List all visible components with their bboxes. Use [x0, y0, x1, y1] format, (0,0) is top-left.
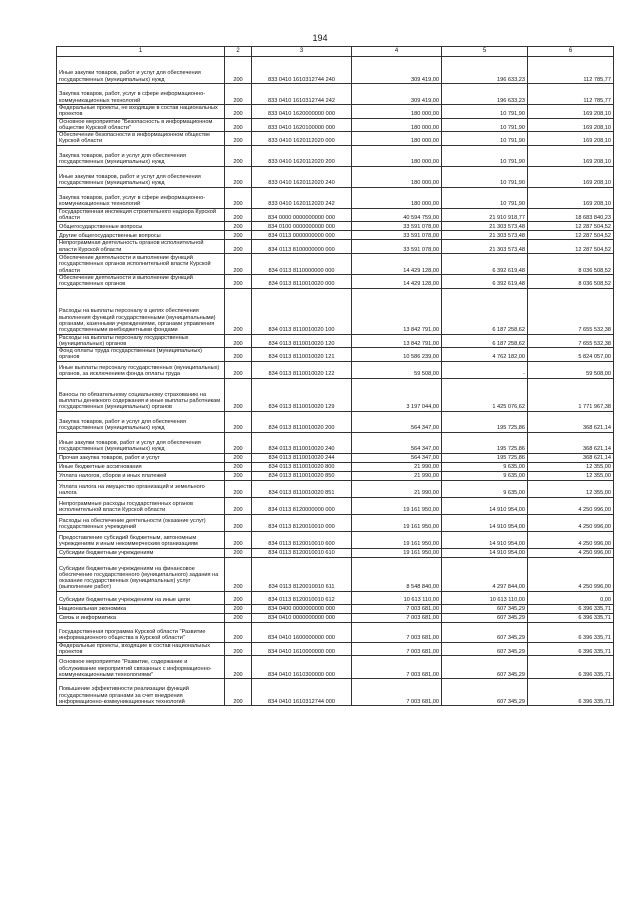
row-name-cell: Закупка товаров, работ, услуг в сфере информационно-коммуникационных технологий: [57, 84, 225, 105]
row-rest-cell: 12 355,00: [528, 471, 614, 480]
row-rest-cell: 112 785,77: [528, 57, 614, 84]
row-plan-cell: 19 161 950,00: [352, 497, 442, 514]
row-name-cell: Закупка товаров, работ и услуг для обеспечения государственных (муниципальных) нужд: [57, 411, 225, 432]
row-admin-cell: 200: [225, 166, 252, 187]
row-code-cell: 834 0410 1610000000 000: [252, 642, 352, 656]
row-code-cell: 833 0410 1620112020 000: [252, 132, 352, 146]
row-fact-cell: 14 910 954,00: [442, 514, 528, 531]
row-name-cell: Иные выплаты персоналу государственных (муниципальных) органов, за исключением фонда оплаты труда: [57, 361, 225, 378]
row-rest-cell: 6 396 335,71: [528, 656, 614, 679]
row-name-cell: Общегосударственные вопросы: [57, 222, 225, 231]
row-rest-cell: 59 508,00: [528, 361, 614, 378]
row-plan-cell: 19 161 950,00: [352, 514, 442, 531]
table-row: [57, 514, 614, 531]
row-fact-cell: 21 303 573,48: [442, 240, 528, 254]
row-rest-cell: 6 396 335,71: [528, 604, 614, 613]
row-admin-cell: 200: [225, 613, 252, 622]
table-row: [57, 57, 614, 84]
row-rest-cell: 12 355,00: [528, 480, 614, 497]
row-name-cell: Федеральные проекты, не входящие в состав национальных проектов: [57, 105, 225, 119]
row-name-cell: Связь и информатика: [57, 613, 225, 622]
row-code-cell: 834 0410 1600000000 000: [252, 622, 352, 642]
row-code-cell: 834 0113 8100000000 000: [252, 240, 352, 254]
row-name-cell: Обеспечение деятельности и выполнение функций государственных органов: [57, 274, 225, 288]
row-name-cell: Повышение эффективности реализации функций государственными органами за счет внедрения информационно-коммуникационных технологий: [57, 679, 225, 706]
row-admin-cell: 200: [225, 145, 252, 166]
row-rest-cell: 4 250 996,00: [528, 557, 614, 591]
row-admin-cell: 200: [225, 378, 252, 411]
row-fact-cell: 6 392 619,48: [442, 253, 528, 274]
table-row: [57, 656, 614, 679]
row-plan-cell: 33 591 078,00: [352, 222, 442, 231]
table-row: [57, 208, 614, 222]
row-code-cell: 834 0113 8120000000 000: [252, 497, 352, 514]
row-rest-cell: 169 208,10: [528, 118, 614, 132]
row-rest-cell: 12 287 504,52: [528, 240, 614, 254]
row-plan-cell: 180 000,00: [352, 118, 442, 132]
row-plan-cell: 564 347,00: [352, 432, 442, 453]
header-row: [57, 47, 614, 57]
table-row: [57, 411, 614, 432]
row-plan-cell: 19 161 950,00: [352, 548, 442, 557]
table-row: [57, 613, 614, 622]
row-admin-cell: 200: [225, 453, 252, 462]
row-name-cell: Уплата налогов, сборов и иных платежей: [57, 471, 225, 480]
row-rest-cell: 368 621,14: [528, 432, 614, 453]
row-name-cell: Субсидии бюджетным учреждениям на финансовое обеспечение государственного (муниципального) задания на оказание государственных (муниципальных) услуг (выполнение работ): [57, 557, 225, 591]
table-row: [57, 145, 614, 166]
row-rest-cell: 169 208,10: [528, 132, 614, 146]
row-code-cell: 833 0410 1610312744 240: [252, 57, 352, 84]
table-row: [57, 432, 614, 453]
row-code-cell: 834 0113 8120010010 000: [252, 514, 352, 531]
row-fact-cell: 607 345,29: [442, 604, 528, 613]
row-fact-cell: 21 910 918,77: [442, 208, 528, 222]
row-code-cell: 834 0113 8110010020 200: [252, 411, 352, 432]
row-code-cell: 834 0400 0000000000 000: [252, 604, 352, 613]
row-rest-cell: 4 250 996,00: [528, 531, 614, 548]
row-plan-cell: 180 000,00: [352, 187, 442, 208]
row-rest-cell: 4 250 996,00: [528, 514, 614, 531]
row-fact-cell: 4 762 182,00: [442, 348, 528, 362]
row-admin-cell: 200: [225, 208, 252, 222]
row-rest-cell: 112 785,77: [528, 84, 614, 105]
row-code-cell: 834 0000 0000000000 000: [252, 208, 352, 222]
row-rest-cell: 12 355,00: [528, 462, 614, 471]
row-rest-cell: 368 621,14: [528, 453, 614, 462]
row-fact-cell: 10 791,90: [442, 132, 528, 146]
row-name-cell: Закупка товаров, работ, услуг в сфере информационно-коммуникационных технологий: [57, 187, 225, 208]
table-row: [57, 531, 614, 548]
row-name-cell: Фонд оплаты труда государственных (муниципальных) органов: [57, 348, 225, 362]
row-fact-cell: 9 635,00: [442, 471, 528, 480]
row-fact-cell: 14 910 954,00: [442, 531, 528, 548]
row-admin-cell: 200: [225, 604, 252, 613]
row-fact-cell: 196 633,23: [442, 84, 528, 105]
row-name-cell: Расходы на выплаты персоналу государственных (муниципальных) органов: [57, 334, 225, 348]
row-name-cell: Взносы по обязательному социальному страхованию на выплаты денежного содержания и иные выплаты работникам государственных (муниципальных) органов: [57, 378, 225, 411]
row-plan-cell: 33 591 078,00: [352, 240, 442, 254]
row-admin-cell: 200: [225, 118, 252, 132]
table-row: [57, 497, 614, 514]
row-code-cell: 833 0410 1620112020 240: [252, 166, 352, 187]
row-plan-cell: 33 591 078,00: [352, 231, 442, 240]
row-admin-cell: 200: [225, 348, 252, 362]
row-admin-cell: 200: [225, 642, 252, 656]
row-admin-cell: 200: [225, 361, 252, 378]
row-admin-cell: 200: [225, 514, 252, 531]
row-fact-cell: 9 635,00: [442, 462, 528, 471]
row-plan-cell: 14 429 128,00: [352, 253, 442, 274]
row-plan-cell: 8 548 840,00: [352, 557, 442, 591]
row-name-cell: Непрограммные расходы государственных органов исполнительной власти Курской области: [57, 497, 225, 514]
row-rest-cell: 5 824 057,00: [528, 348, 614, 362]
table-row: [57, 118, 614, 132]
row-code-cell: 834 0410 0000000000 000: [252, 613, 352, 622]
row-plan-cell: 7 003 681,00: [352, 679, 442, 706]
table-body: [57, 57, 614, 706]
row-code-cell: 834 0113 8120010010 612: [252, 591, 352, 604]
row-admin-cell: 200: [225, 334, 252, 348]
row-plan-cell: 7 003 681,00: [352, 604, 442, 613]
row-code-cell: 833 0410 1620112020 242: [252, 187, 352, 208]
table-row: [57, 604, 614, 613]
row-admin-cell: 200: [225, 274, 252, 288]
header-cell: 3: [252, 47, 352, 57]
row-code-cell: 834 0113 8110010020 244: [252, 453, 352, 462]
row-name-cell: Иные закупки товаров, работ и услуг для обеспечения государственных (муниципальных) нужд: [57, 432, 225, 453]
table-row: [57, 274, 614, 288]
row-admin-cell: 200: [225, 432, 252, 453]
row-fact-cell: 4 297 844,00: [442, 557, 528, 591]
row-fact-cell: 1 425 076,62: [442, 378, 528, 411]
row-fact-cell: 21 303 573,48: [442, 222, 528, 231]
page-number: 194: [312, 33, 328, 43]
row-name-cell: Прочая закупка товаров, работ и услуг: [57, 453, 225, 462]
row-code-cell: 834 0113 8110010020 100: [252, 288, 352, 334]
row-rest-cell: 4 250 996,00: [528, 548, 614, 557]
row-code-cell: 833 0410 1620000000 000: [252, 105, 352, 119]
row-code-cell: 834 0113 8110010020 000: [252, 274, 352, 288]
row-fact-cell: 10 613 110,00: [442, 591, 528, 604]
row-plan-cell: 19 161 950,00: [352, 531, 442, 548]
row-plan-cell: 40 594 759,00: [352, 208, 442, 222]
row-code-cell: 834 0410 1610300000 000: [252, 656, 352, 679]
row-code-cell: 834 0113 8120010010 611: [252, 557, 352, 591]
row-admin-cell: 200: [225, 480, 252, 497]
table-row: [57, 622, 614, 642]
row-rest-cell: 4 250 996,00: [528, 497, 614, 514]
row-admin-cell: 200: [225, 288, 252, 334]
header-cell: 4: [352, 47, 442, 57]
row-admin-cell: 200: [225, 531, 252, 548]
row-name-cell: Обеспечение деятельности и выполнение функций государственных органов исполнительной власти Курской области: [57, 253, 225, 274]
row-code-cell: 833 0410 1610312744 242: [252, 84, 352, 105]
row-admin-cell: 200: [225, 462, 252, 471]
row-rest-cell: 6 396 335,71: [528, 679, 614, 706]
row-name-cell: Субсидии бюджетным учреждениям: [57, 548, 225, 557]
table-row: [57, 462, 614, 471]
row-code-cell: 834 0113 8110010020 800: [252, 462, 352, 471]
row-name-cell: Национальная экономика: [57, 604, 225, 613]
row-fact-cell: 21 303 573,48: [442, 231, 528, 240]
row-plan-cell: 10 586 239,00: [352, 348, 442, 362]
row-fact-cell: 195 725,86: [442, 411, 528, 432]
row-plan-cell: 13 842 791,00: [352, 288, 442, 334]
header-cell: 6: [528, 47, 614, 57]
row-fact-cell: 10 791,90: [442, 118, 528, 132]
row-fact-cell: 607 345,29: [442, 622, 528, 642]
table-row: [57, 253, 614, 274]
header-cell: 2: [225, 47, 252, 57]
row-rest-cell: 169 208,10: [528, 187, 614, 208]
row-admin-cell: 200: [225, 497, 252, 514]
row-admin-cell: 200: [225, 591, 252, 604]
row-plan-cell: 564 347,00: [352, 453, 442, 462]
table-row: [57, 222, 614, 231]
table-row: [57, 557, 614, 591]
table-row: [57, 361, 614, 378]
row-admin-cell: 200: [225, 84, 252, 105]
row-code-cell: 834 0113 8110010020 122: [252, 361, 352, 378]
row-name-cell: Иные закупки товаров, работ и услуг для обеспечения государственных (муниципальных) нужд: [57, 57, 225, 84]
row-rest-cell: 1 771 967,38: [528, 378, 614, 411]
table-row: [57, 453, 614, 462]
row-rest-cell: 12 287 504,52: [528, 231, 614, 240]
row-code-cell: 834 0113 8110010020 240: [252, 432, 352, 453]
row-plan-cell: 21 990,00: [352, 480, 442, 497]
row-rest-cell: 368 621,14: [528, 411, 614, 432]
row-plan-cell: 180 000,00: [352, 166, 442, 187]
row-name-cell: Основное мероприятие "Развитие, содержание и обслуживание мероприятий связанных с информационно-коммуникационными технологиями": [57, 656, 225, 679]
table-row: [57, 642, 614, 656]
row-fact-cell: 195 725,86: [442, 432, 528, 453]
row-plan-cell: 21 990,00: [352, 462, 442, 471]
table-row: [57, 166, 614, 187]
row-plan-cell: 21 990,00: [352, 471, 442, 480]
row-plan-cell: 180 000,00: [352, 132, 442, 146]
row-plan-cell: 59 508,00: [352, 361, 442, 378]
row-plan-cell: 13 842 791,00: [352, 334, 442, 348]
row-code-cell: 834 0113 8110010020 121: [252, 348, 352, 362]
row-plan-cell: 7 003 681,00: [352, 656, 442, 679]
row-name-cell: Государственная программа Курской области "Развитие информационного общества в Курской области": [57, 622, 225, 642]
row-plan-cell: 3 197 044,00: [352, 378, 442, 411]
row-rest-cell: 0,00: [528, 591, 614, 604]
row-fact-cell: -: [442, 361, 528, 378]
row-fact-cell: 10 791,90: [442, 105, 528, 119]
table-row: [57, 679, 614, 706]
row-fact-cell: 196 633,23: [442, 57, 528, 84]
table-row: [57, 288, 614, 334]
row-admin-cell: 200: [225, 231, 252, 240]
header-cell: 5: [442, 47, 528, 57]
budget-table: [56, 46, 614, 706]
row-admin-cell: 200: [225, 656, 252, 679]
row-fact-cell: 607 345,29: [442, 613, 528, 622]
row-fact-cell: 10 791,90: [442, 187, 528, 208]
row-name-cell: Другие общегосударственные вопросы: [57, 231, 225, 240]
row-rest-cell: 12 287 504,52: [528, 222, 614, 231]
row-fact-cell: 607 345,29: [442, 679, 528, 706]
row-admin-cell: 200: [225, 253, 252, 274]
row-admin-cell: 200: [225, 222, 252, 231]
row-rest-cell: 7 655 532,38: [528, 288, 614, 334]
table-row: [57, 591, 614, 604]
row-fact-cell: 6 187 258,62: [442, 334, 528, 348]
row-plan-cell: 7 003 681,00: [352, 642, 442, 656]
row-code-cell: 834 0113 8120010010 600: [252, 531, 352, 548]
row-admin-cell: 200: [225, 548, 252, 557]
row-rest-cell: 8 036 508,52: [528, 274, 614, 288]
table-row: [57, 84, 614, 105]
row-code-cell: 834 0113 8110000000 000: [252, 253, 352, 274]
row-fact-cell: 195 725,86: [442, 453, 528, 462]
row-admin-cell: 200: [225, 622, 252, 642]
row-rest-cell: 169 208,10: [528, 166, 614, 187]
row-code-cell: 834 0113 0000000000 000: [252, 231, 352, 240]
row-plan-cell: 309 419,00: [352, 57, 442, 84]
row-fact-cell: 6 392 619,48: [442, 274, 528, 288]
row-admin-cell: 200: [225, 557, 252, 591]
row-rest-cell: 6 396 335,71: [528, 642, 614, 656]
row-code-cell: 834 0410 1610312744 000: [252, 679, 352, 706]
row-rest-cell: 18 683 840,23: [528, 208, 614, 222]
row-admin-cell: 200: [225, 105, 252, 119]
row-plan-cell: 7 003 681,00: [352, 622, 442, 642]
row-name-cell: Обеспечение безопасности в информационном обществе Курской области: [57, 132, 225, 146]
row-name-cell: Государственная инспекция строительного надзора Курской области: [57, 208, 225, 222]
row-code-cell: 834 0113 8120010010 610: [252, 548, 352, 557]
row-fact-cell: 14 910 954,00: [442, 497, 528, 514]
row-fact-cell: 9 635,00: [442, 480, 528, 497]
row-rest-cell: 6 396 335,71: [528, 613, 614, 622]
row-code-cell: 834 0113 8110010020 129: [252, 378, 352, 411]
table-row: [57, 132, 614, 146]
row-name-cell: Субсидии бюджетным учреждениям на иные цели: [57, 591, 225, 604]
row-name-cell: Расходы на выплаты персоналу в целях обеспечения выполнения функций государственными (муниципальными) органами, казенными учреждениями, органами управления государственными внебюджетными фондами: [57, 288, 225, 334]
row-admin-cell: 200: [225, 57, 252, 84]
row-rest-cell: 7 655 532,38: [528, 334, 614, 348]
row-name-cell: Иные бюджетные ассигнования: [57, 462, 225, 471]
row-rest-cell: 6 396 335,71: [528, 622, 614, 642]
row-code-cell: 834 0113 8110010020 120: [252, 334, 352, 348]
table-row: [57, 378, 614, 411]
row-plan-cell: 10 613 110,00: [352, 591, 442, 604]
header-cell: 1: [57, 47, 225, 57]
row-plan-cell: 14 429 128,00: [352, 274, 442, 288]
row-plan-cell: 180 000,00: [352, 145, 442, 166]
row-fact-cell: 607 345,29: [442, 642, 528, 656]
table-row: [57, 105, 614, 119]
row-plan-cell: 180 000,00: [352, 105, 442, 119]
row-name-cell: Закупка товаров, работ и услуг для обеспечения государственных (муниципальных) нужд: [57, 145, 225, 166]
row-admin-cell: 200: [225, 471, 252, 480]
row-admin-cell: 200: [225, 132, 252, 146]
row-plan-cell: 7 003 681,00: [352, 613, 442, 622]
table-row: [57, 334, 614, 348]
table-row: [57, 548, 614, 557]
row-code-cell: 833 0410 1620112020 200: [252, 145, 352, 166]
row-plan-cell: 309 419,00: [352, 84, 442, 105]
row-fact-cell: 14 910 954,00: [442, 548, 528, 557]
row-admin-cell: 200: [225, 411, 252, 432]
row-admin-cell: 200: [225, 679, 252, 706]
row-code-cell: 833 0410 1620100000 000: [252, 118, 352, 132]
row-admin-cell: 200: [225, 240, 252, 254]
row-name-cell: Уплата налога на имущество организаций и земельного налога: [57, 480, 225, 497]
row-fact-cell: 10 791,90: [442, 166, 528, 187]
row-fact-cell: 6 187 258,62: [442, 288, 528, 334]
row-code-cell: 834 0113 8110010020 851: [252, 480, 352, 497]
table-row: [57, 471, 614, 480]
table-row: [57, 187, 614, 208]
row-plan-cell: 564 347,00: [352, 411, 442, 432]
row-name-cell: Иные закупки товаров, работ и услуг для обеспечения государственных (муниципальных) нужд: [57, 166, 225, 187]
table-row: [57, 240, 614, 254]
row-fact-cell: 607 345,29: [442, 656, 528, 679]
row-name-cell: Непрограммная деятельность органов исполнительной власти Курской области: [57, 240, 225, 254]
table-row: [57, 480, 614, 497]
row-code-cell: 834 0113 8110010020 850: [252, 471, 352, 480]
row-admin-cell: 200: [225, 187, 252, 208]
row-code-cell: 834 0100 0000000000 000: [252, 222, 352, 231]
row-rest-cell: 169 208,10: [528, 145, 614, 166]
row-name-cell: Предоставление субсидий бюджетным, автономным учреждениям и иным некоммерческим организациям: [57, 531, 225, 548]
row-name-cell: Федеральные проекты, входящие в состав национальных проектов: [57, 642, 225, 656]
row-rest-cell: 169 208,10: [528, 105, 614, 119]
row-name-cell: Основное мероприятие "Безопасность в информационном обществе Курской области": [57, 118, 225, 132]
table-row: [57, 348, 614, 362]
table-row: [57, 231, 614, 240]
row-name-cell: Расходы на обеспечение деятельности (оказание услуг) государственных учреждений: [57, 514, 225, 531]
row-fact-cell: 10 791,90: [442, 145, 528, 166]
row-rest-cell: 8 036 508,52: [528, 253, 614, 274]
